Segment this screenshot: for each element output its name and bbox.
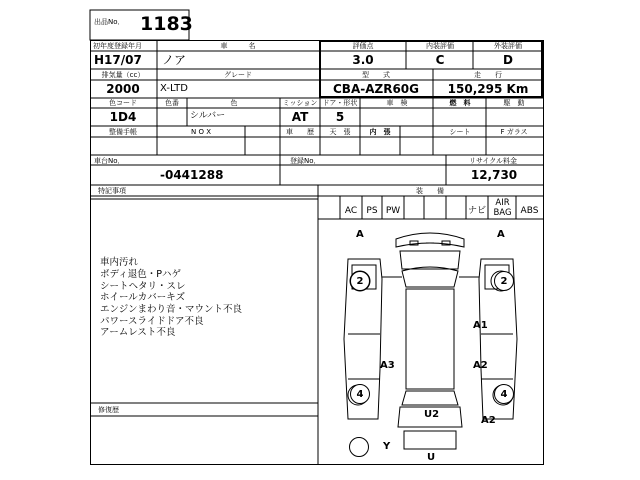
- equipment-ps: PS: [366, 206, 378, 216]
- ceiling-label: 天 張: [329, 128, 351, 136]
- history-label: 車 歴: [286, 128, 314, 136]
- remarks-line: アームレスト不良: [100, 327, 176, 338]
- chassis-number-value: -0441288: [160, 168, 224, 182]
- damage-mark: 2: [494, 271, 514, 291]
- damage-mark: A1: [473, 320, 488, 331]
- remarks-line: パワースライドドア不良: [100, 316, 204, 327]
- maintenance-record-label: 整備手帳: [109, 128, 137, 136]
- exterior-score-label: 外装評価: [494, 42, 522, 50]
- doors-value: 5: [335, 110, 345, 124]
- remarks-line: シートヘタリ・スレ: [100, 281, 186, 292]
- color-code-value: 1D4: [109, 110, 137, 124]
- interior-score-value: C: [435, 53, 445, 67]
- color-number-label: 色番: [165, 99, 179, 107]
- lot-number: 1183: [140, 13, 193, 35]
- score-label: 評価点: [352, 42, 374, 50]
- first-registration-label: 初年度登録年月: [93, 42, 142, 50]
- equipment-airbag: AIR BAG: [493, 198, 512, 218]
- mission-value: AT: [291, 110, 309, 124]
- color-name-value: シルバー: [190, 111, 226, 121]
- score-value: 3.0: [352, 53, 374, 67]
- exterior-score-value: D: [503, 53, 513, 67]
- fuel-label: 燃 料: [449, 99, 471, 107]
- grade-label: グレード: [224, 71, 252, 79]
- front-glass-label: F ガラス: [500, 128, 528, 136]
- color-code-label: 色コード: [109, 99, 137, 107]
- damage-mark: A3: [380, 360, 395, 371]
- doors-label: ドア・形状: [322, 99, 358, 107]
- displacement-value: 2000: [106, 82, 140, 96]
- remarks-label: 特記事項: [98, 187, 126, 195]
- mileage-label: 走 行: [474, 71, 502, 79]
- interior-trim-label: 内 張: [369, 128, 391, 136]
- nox-label: N O X: [191, 128, 211, 136]
- recycle-fee-value: 12,730: [470, 168, 518, 182]
- equipment-label: 装 備: [416, 187, 444, 195]
- damage-mark: 4: [350, 384, 370, 404]
- damage-mark-circle: [349, 437, 369, 457]
- lot-label: 出品No．: [94, 18, 125, 26]
- inspection-label: 車 検: [386, 99, 408, 107]
- damage-mark: A2: [473, 360, 488, 371]
- remarks-line: 車内汚れ: [100, 257, 139, 268]
- car-name-value: ノア: [162, 53, 187, 67]
- color-label: 色: [230, 99, 238, 107]
- mission-label: ミッション: [282, 99, 318, 107]
- damage-mark: U2: [424, 409, 440, 420]
- car-name-label: 車 名: [220, 42, 256, 50]
- grade-value: X-LTD: [160, 83, 188, 94]
- first-registration-value: H17/07: [94, 53, 142, 67]
- damage-mark: 2: [350, 271, 370, 291]
- displacement-label: 排気量（cc）: [101, 71, 145, 79]
- equipment-navi: ナビ: [467, 206, 486, 216]
- remarks-line: ボディ退色・Pハゲ: [100, 269, 181, 280]
- equipment-abs: ABS: [520, 206, 539, 216]
- damage-mark: U: [427, 452, 436, 463]
- interior-score-label: 内装評価: [426, 42, 454, 50]
- car-diagram: [318, 219, 543, 464]
- damage-mark: 4: [494, 384, 514, 404]
- damage-mark: A2: [481, 415, 496, 426]
- remarks-line: エンジンまわり音・マウント不良: [100, 304, 243, 315]
- repair-history-label: 修復歴: [98, 406, 119, 414]
- equipment-pw: PW: [385, 206, 401, 216]
- damage-mark: A: [356, 229, 364, 240]
- model-label: 型 式: [362, 71, 390, 79]
- chassis-number-label: 車台No．: [94, 157, 125, 165]
- mileage-value: 150,295 Km: [447, 82, 529, 96]
- damage-mark: A: [497, 229, 505, 240]
- recycle-fee-label: リサイクル料金: [468, 157, 518, 165]
- damage-mark: Y: [383, 441, 391, 452]
- seat-label: シート: [449, 128, 471, 136]
- registration-number-label: 登録No．: [290, 157, 321, 165]
- model-value: CBA-AZR60G: [333, 82, 419, 96]
- drive-label: 駆 動: [503, 99, 525, 107]
- remarks-line: ホイールカバーキズ: [100, 292, 186, 303]
- equipment-ac: AC: [344, 206, 358, 216]
